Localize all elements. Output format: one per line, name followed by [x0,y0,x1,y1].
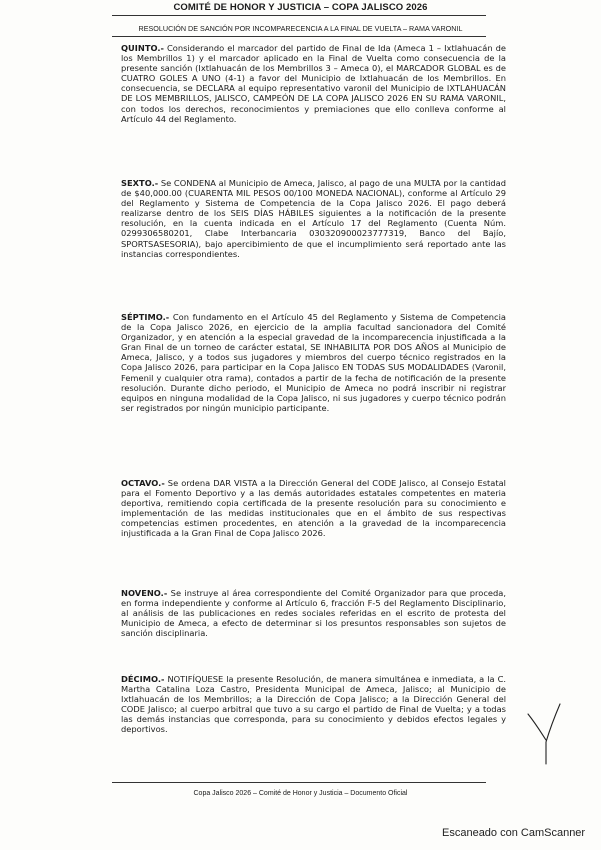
signature-mark [526,700,566,766]
clause-text: Con fundamento en el Artículo 45 del Reglamento y Sistema de Competencia de la Copa Jalisco 2026, en ejercicio de la amplia facultad sancionadora del Comité Organizador, y en atención a la especial gravedad de la incomparecencia injustificada a la Gran Final de un torneo de carácter estatal, SE INHABILITA POR DOS AÑOS al Municipio de Ameca, Jalisco, y a todos sus jugadores y miembros del cuerpo técnico registrados en la Copa Jalisco 2026, para participar en la Copa Jalisco EN TODAS SUS MODALIDADES (Varonil, Femenil y cualquier otra rama), contados a partir de la fecha de notificación de la presente resolución. Durante dicho periodo, el Municipio de Ameca no podrá inscribir ni registrar equipos en ninguna modalidad de la Copa Jalisco, ni sus jugadores y cuerpo técnico podrán ser registrados por ningún municipio participante. [121,312,507,413]
clause-lead: OCTAVO.- [121,478,165,488]
clause-lead: QUINTO.- [121,43,164,53]
header-title: COMITÉ DE HONOR Y JUSTICIA – COPA JALISCO 2026 [173,2,428,13]
footer-text: Copa Jalisco 2026 – Comité de Honor y Justicia – Documento Oficial [193,790,408,797]
scanner-watermark: Escaneado con CamScanner [442,827,586,839]
clause-sexto [121,178,506,259]
header-rule-top [112,15,486,16]
clause-lead: SEXTO.- [121,178,159,188]
footer-rule [112,782,486,783]
clause-text: Se ordena DAR VISTA a la Dirección General del CODE Jalisco, al Consejo Estatal para el Fomento Deportivo y a las demás autoridades estatales competentes en materia deportiva, remitiendo copia certificada de la presente resolución para su conocimiento e implementación de las medidas institucionales que en el ámbito de sus respectivas competencias estimen procedentes, en atención a la gravedad de la incomparecencia injustificada a la Gran Final de Copa Jalisco 2026. [121,478,506,539]
header-rule-bottom [112,36,486,37]
clause-text: Se instruye al área correspondiente del Comité Organizador para que proceda, en forma independiente y conforme al Artículo 6, fracción F-5 del Reglamento Disciplinario, al análisis de las publicaciones en redes sociales referidas en el escrito de protesta del Municipio de Ameca, a efecto de determinar si los presuntos responsables son sujetos de sanción disciplinaria. [121,588,506,639]
clause-text: Se CONDENA al Municipio de Ameca, Jalisco, al pago de una MULTA por la cantidad de $40,000.00 (CUARENTA MIL PESOS 00/100 MONEDA NACIONAL), conforme al Artículo 29 del Reglamento y Sistema de Competencia de la Copa Jalisco 2026. El pago deberá realizarse dentro de los SEIS DÍAS HÁBILES siguientes a la notificación de la presente resolución, en la cuenta indicada en el Artículo 17 del Reglamento (Cuenta Núm. 0299306580201, Clabe Interbancaria 030320900023777319, Banco del Bajío, SPORTSASESORIA), bajo apercibimiento de que el incumplimiento será reportado ante las instancias correspondientes. [121,178,506,259]
clause-septimo [121,312,506,413]
clause-lead: NOVENO.- [121,588,168,598]
clause-octavo [121,478,506,539]
clause-text: Considerando el marcador del partido de Final de Ida (Ameca 1 – Ixtlahuacán de los Membrillos 1) y el marcador aplicado en la Final de Vuelta como consecuencia de la presente sanción (Ixtlahuacán de los Membrillos 3 – Ameca 0), el MARCADOR GLOBAL es de CUATRO GOLES A UNO (4-1) a favor del Municipio de Ixtlahuacán de los Membrillos. En consecuencia, se DECLARA al equipo representativo varonil del Municipio de IXTLAHUACÁN DE LOS MEMBRILLOS, JALISCO, CAMPEÓN DE LA COPA JALISCO 2026 EN SU RAMA VARONIL, con todos los derechos, reconocimientos y premiaciones que ello conlleva conforme al Artículo 44 del Reglamento. [121,43,507,124]
clause-lead: SÉPTIMO.- [121,312,170,322]
clause-decimo [121,674,506,735]
clause-quinto [121,43,506,124]
header-subtitle: RESOLUCIÓN DE SANCIÓN POR INCOMPARECENCIA A LA FINAL DE VUELTA – RAMA VARONIL [138,24,463,33]
clause-lead: DÉCIMO.- [121,674,165,684]
clause-text: NOTIFÍQUESE la presente Resolución, de manera simultánea e inmediata, a la C. Martha Catalina Loza Castro, Presidenta Municipal de Ameca, Jalisco; al Municipio de Ixtlahuacán de los Membrillos; a la Dirección de Copa Jalisco; a la Dirección General del CODE Jalisco; al cuerpo arbitral que tuvo a su cargo el partido de Final de Vuelta; y a todas las demás instancias que corresponda, para su conocimiento y debidos efectos legales y deportivos. [121,674,507,735]
clause-noveno [121,588,506,638]
